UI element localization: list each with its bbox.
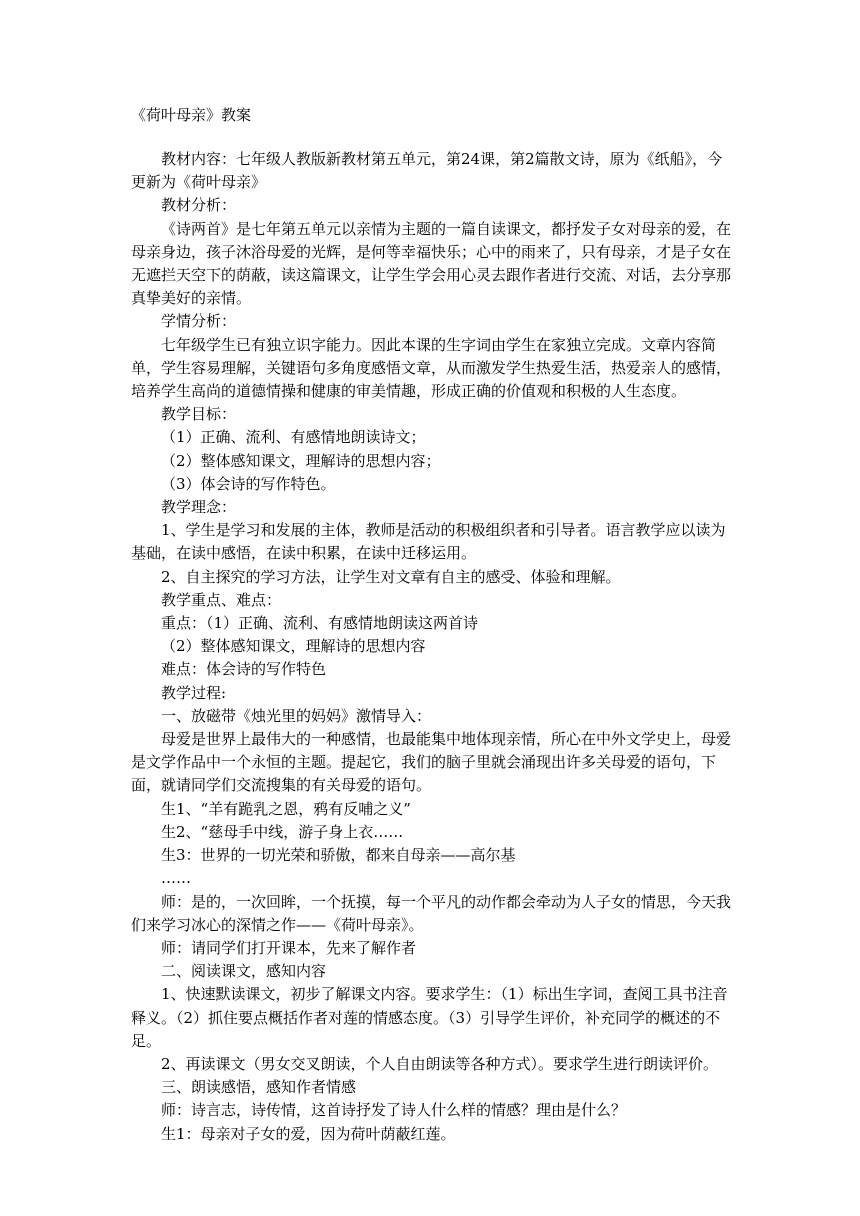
teacher-remark-1: 师：是的，一次回眸，一个抚摸，每一个平凡的动作都会牵动为人子女的情思，今天我们来学习冰心的深情之作——《荷叶母亲》。	[131, 892, 732, 934]
reading-task-2: 2、再读课文（男女交叉朗读，个人自由朗读等各种方式）。要求学生进行朗读评价。	[161, 1054, 719, 1073]
document-title: 《荷叶母亲》教案	[131, 106, 252, 124]
paragraph-introduction: 母爱是世界上最伟大的一种感情，也最能集中地体现亲情，所心在中外文学史上，母爱是文学作品中一个永恒的主题。提起它，我们的脑子里就会涌现出许多关母爱的语句，下面，就请同学们交流搜集的有关母爱的语句。	[131, 730, 732, 795]
philosophy-item-1: 1、学生是学习和发展的主体，教师是活动的积极组织者和引导者。语言教学应以读为基础，在读中感悟，在读中积累，在读中迁移运用。	[131, 521, 726, 563]
heading-teaching-goals: 教学目标：	[161, 405, 237, 424]
reading-task-1: 1、快速默读课文，初步了解课文内容。要求学生：（1）标出生字词，查阅工具书注音释义。（2）抓住要点概括作者对莲的情感态度。（3）引导学生评价，补充同学的概述的不足。	[131, 985, 728, 1050]
student-quote-3: 生3：世界的一切光荣和骄傲，都来自母亲——高尔基	[161, 846, 516, 865]
student-quote-2: 生2、“慈母手中线，游子身上衣……	[161, 822, 404, 841]
goal-item-1: （1）正确、流利、有感情地朗读诗文；	[161, 428, 426, 447]
philosophy-item-2: 2、自主探究的学习方法，让学生对文章有自主的感受、体验和理解。	[161, 567, 621, 586]
student-answer-1: 生1：母亲对子女的爱，因为荷叶荫蔽红莲。	[161, 1124, 456, 1143]
goal-item-2: （2）整体感知课文，理解诗的思想内容；	[161, 451, 441, 470]
student-quote-1: 生1、“羊有跪乳之恩，鸦有反哺之义”	[161, 799, 411, 818]
section-2-heading: 二、阅读课文，感知内容	[161, 962, 327, 981]
goal-item-3: （3）体会诗的写作特色。	[161, 474, 336, 493]
key-point-2: （2）整体感知课文，理解诗的思想内容	[161, 637, 426, 656]
heading-student-analysis: 学情分析：	[161, 312, 237, 331]
heading-teaching-philosophy: 教学理念：	[161, 498, 237, 517]
key-point-1: 重点：（1）正确、流利、有感情地朗读这两首诗	[161, 614, 479, 633]
difficult-point: 难点：体会诗的写作特色	[161, 660, 327, 679]
ellipsis-line: ……	[161, 869, 191, 888]
heading-textbook-analysis: 教材分析：	[161, 196, 237, 215]
paragraph-textbook-content: 教材内容：七年级人教版新教材第五单元，第24课，第2篇散文诗，原为《纸船》，今更新为《荷叶母亲》	[131, 150, 723, 192]
heading-teaching-process: 教学过程:	[161, 683, 227, 702]
paragraph-student-analysis: 七年级学生已有独立识字能力。因此本课的生字词由学生在家独立完成。文章内容简单，学生容易理解，关键语句多角度感悟文章，从而激发学生热爱生活，热爱亲人的感情，培养学生高尚的道德情操和健康的审美情趣，形成正确的价值观和积极的人生态度。	[131, 335, 732, 401]
document-body	[131, 148, 731, 1146]
section-1-heading: 一、放磁带《烛光里的妈妈》激情导入：	[161, 706, 432, 725]
teacher-question: 师：诗言志，诗传情，这首诗抒发了诗人什么样的情感？理由是什么？	[161, 1101, 627, 1120]
paragraph-textbook-analysis: 《诗两首》是七年第五单元以亲情为主题的一篇自读课文，都抒发子女对母亲的爱，在母亲身边，孩子沐浴母爱的光辉，是何等幸福快乐；心中的雨来了，只有母亲，才是子女在无遮拦天空下的荫蔽，读这篇课文，让学生学会用心灵去跟作者进行交流、对话，去分享那真挚美好的亲情。	[131, 219, 732, 308]
section-3-heading: 三、朗读感悟，感知作者情感	[161, 1078, 357, 1097]
teacher-remark-2: 师：请同学们打开课本，先来了解作者	[161, 938, 417, 957]
heading-key-points: 教学重点、难点：	[161, 590, 282, 609]
